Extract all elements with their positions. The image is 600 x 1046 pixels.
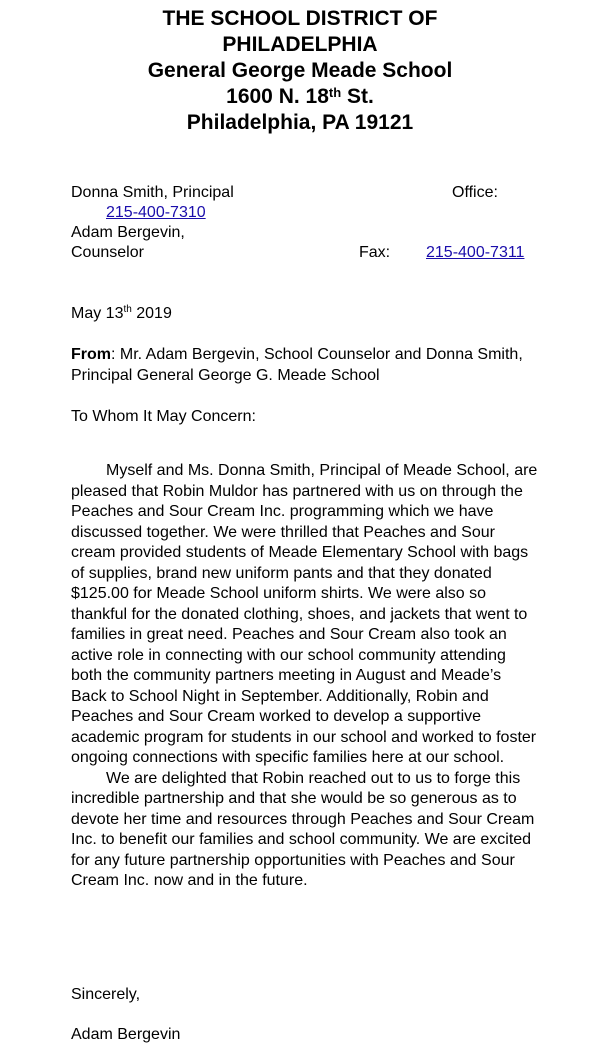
letter-date [71, 304, 541, 325]
from-label: From [71, 346, 111, 363]
closing: Sincerely, [71, 986, 141, 1003]
district-name-line2: PHILADELPHIA [222, 33, 378, 56]
fax-label: Fax: [359, 244, 391, 261]
school-name: General George Meade School [147, 59, 453, 82]
counselor-title: Counselor [71, 244, 144, 261]
letterhead [0, 6, 600, 136]
paragraph-1: Myself and Ms. Donna Smith, Principal of Meade School, are pleased that Robin Muldor has partnered with us on through the Peaches and Sour Cream Inc. programming which we have discussed together. We were thrilled that Peaches and Sour cream provided students of Meade Elementary School with bags of supplies, brand new uniform pants and that they donated $125.00 for Meade School uniform shirts. We were also so thankful for the donated clothing, shoes, and jackets that went to families in great need. Peaches and Sour Cream also took an active role in connecting with our school community attending both the community partners meeting in August and Meade’s Back to School Night in September. Additionally, Robin and Peaches and Sour Cream worked to develop a supportive academic program for students in our school and worked to foster ongoing connections with specific families here at our school. [71, 462, 538, 766]
signature-name: Adam Bergevin [71, 1026, 181, 1043]
date-prefix: May 13 [71, 305, 124, 322]
district-name-line1: THE SCHOOL DISTRICT OF [162, 7, 438, 30]
principal-name: Donna Smith, Principal [71, 184, 234, 201]
office-phone-link[interactable]: 215-400-7310 [106, 204, 206, 221]
office-label: Office: [452, 184, 498, 201]
from-text: : Mr. Adam Bergevin, School Counselor and Donna Smith, Principal General George G. Meade School [71, 346, 523, 384]
salutation: To Whom It May Concern: [71, 408, 256, 425]
paragraph-2: We are delighted that Robin reached out to us to forge this incredible partnership and that she would be so generous as to devote her time and resources through Peaches and Sour Cream Inc. to benefit our families and school community. We are excited for any future partnership opportunities with Peaches and Sour Cream Inc. now and in the future. [71, 769, 535, 889]
letter-body [71, 461, 541, 892]
street-address-prefix: 1600 N. 18 [226, 85, 329, 108]
date-ordinal: th [123, 304, 132, 315]
from-line [71, 345, 541, 386]
street-address [0, 84, 600, 110]
counselor-name: Adam Bergevin, [71, 224, 185, 241]
street-address-ordinal: th [328, 85, 342, 100]
fax-phone-link[interactable]: 215-400-7311 [426, 244, 525, 261]
contact-block [71, 183, 541, 263]
city-state-zip: Philadelphia, PA 19121 [186, 111, 414, 134]
date-suffix: 2019 [131, 305, 172, 322]
street-address-suffix: St. [341, 85, 374, 108]
